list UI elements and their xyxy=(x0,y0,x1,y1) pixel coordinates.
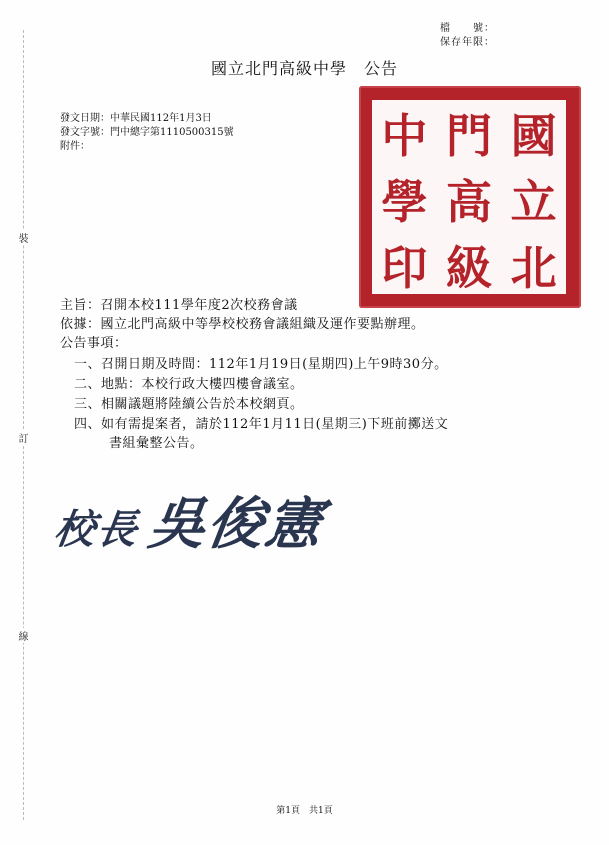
basis-line: 依據：國立北門高級中等學校校務會議組織及運作要點辦理。 xyxy=(60,317,425,332)
file-number-label: 檔 號： xyxy=(440,23,495,34)
list-item-continuation: 書組彙整公告。 xyxy=(109,436,204,451)
attachment-label: 附件： xyxy=(60,141,90,152)
seal-character: 北 xyxy=(510,241,557,295)
seal-character: 級 xyxy=(446,241,492,295)
seal-character: 高 xyxy=(446,175,492,229)
seal-grid xyxy=(372,100,566,294)
subject-line: 主旨：召開本校111學年度2次校務會議 xyxy=(60,298,298,313)
retention-label: 保存年限： xyxy=(440,37,495,48)
list-item: 三、相關議題將陸續公告於本校網頁。 xyxy=(74,397,304,412)
document-number: 發文字號：門中總字第1110500315號 xyxy=(60,127,234,138)
binding-mark: 裝 xyxy=(17,230,30,245)
binding-mark: 線 xyxy=(17,628,30,643)
list-item: 四、如有需提案者，請於112年1月11日(星期三)下班前擲送文 xyxy=(74,417,449,432)
official-seal xyxy=(359,86,581,308)
items-heading: 公告事項： xyxy=(60,336,128,351)
issue-date: 發文日期：中華民國112年1月3日 xyxy=(60,113,212,124)
seal-character: 國 xyxy=(510,109,557,163)
list-item: 一、召開日期及時間：112年1月19日(星期四)上午9時30分。 xyxy=(74,357,448,372)
principal-signature xyxy=(50,480,329,560)
binding-mark: 訂 xyxy=(17,430,30,445)
seal-character: 印 xyxy=(381,241,428,295)
seal-character: 學 xyxy=(381,175,428,229)
seal-character: 中 xyxy=(381,109,428,163)
seal-character: 立 xyxy=(510,175,557,229)
list-item: 二、地點：本校行政大樓四樓會議室。 xyxy=(74,377,304,392)
signature-name: 吳俊憲 xyxy=(144,492,328,557)
binding-line xyxy=(23,30,24,820)
seal-character: 門 xyxy=(446,109,492,163)
page-title: 國立北門高級中學 公告 xyxy=(210,59,398,78)
page-number: 第1頁 共1頁 xyxy=(276,806,333,816)
signature-title: 校長 xyxy=(51,507,142,553)
